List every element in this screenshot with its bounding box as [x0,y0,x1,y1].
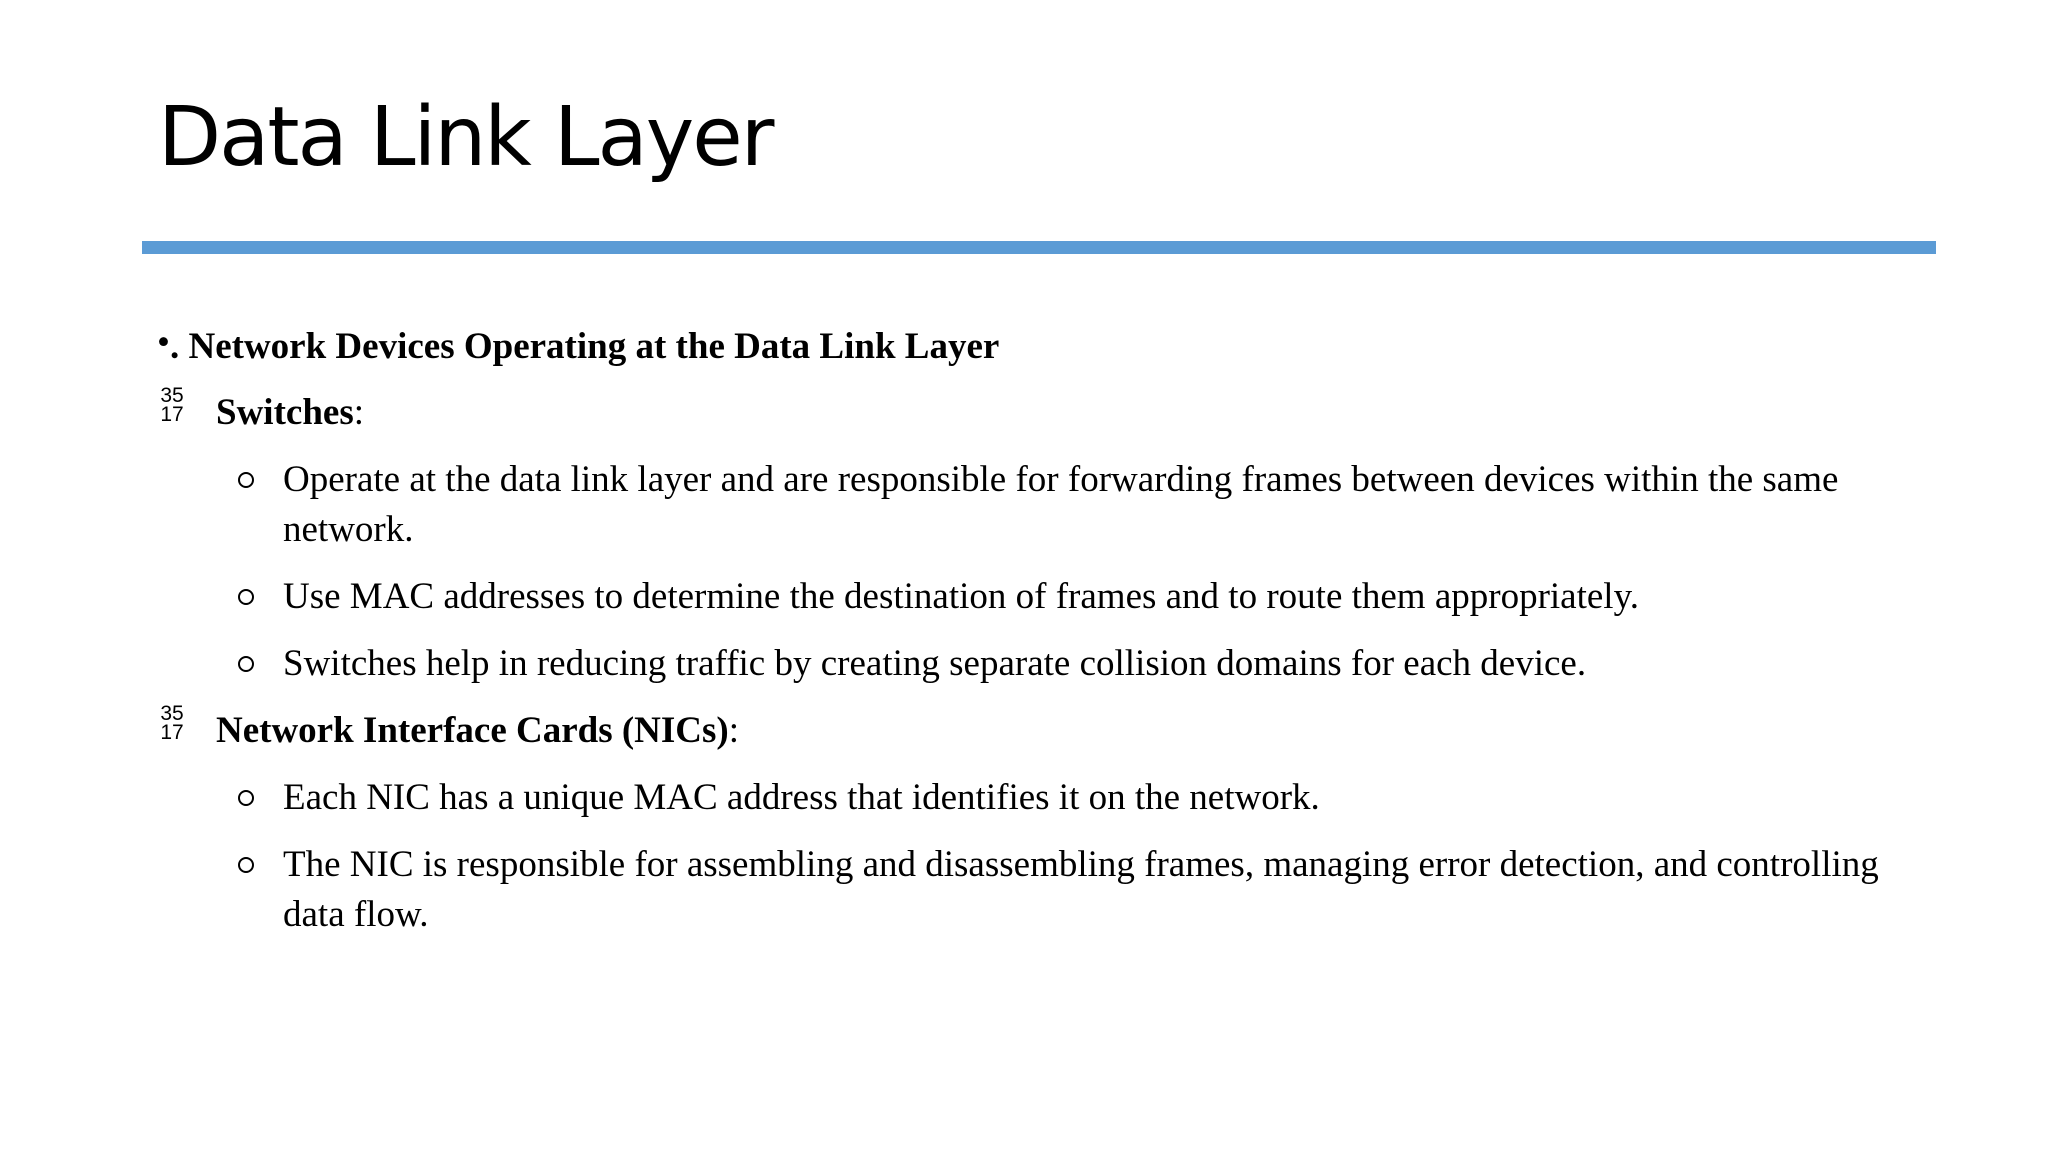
marker-top: 35 [160,384,184,407]
list-item: Switches help in reducing traffic by creating separate collision domains for each device. [283,643,1587,684]
section-marker-icon [157,386,187,424]
section-suffix: : [728,710,740,751]
section-label: Network Interface Cards (NICs) [216,710,729,751]
marker-bottom: 17 [160,403,184,426]
section-heading: . Network Devices Operating at the Data Link Layer [170,326,1000,367]
section-suffix: : [353,392,365,433]
hollow-bullet-icon [238,589,254,605]
title-underline [142,241,1936,254]
section-label: Switches [216,392,354,433]
bullet-dot-icon: • [157,322,170,363]
hollow-bullet-icon [238,857,254,873]
section-title-nics [216,706,739,756]
marker-top: 35 [160,702,184,725]
marker-bottom: 17 [160,721,184,744]
list-item: The NIC is responsible for assembling and disassembling frames, managing error detection, and controlling data flow. [283,844,1879,935]
hollow-bullet-icon [238,790,254,806]
section-title-switches [216,388,364,438]
list-item: Each NIC has a unique MAC address that identifies it on the network. [283,777,1320,818]
hollow-bullet-icon [238,656,254,672]
slide-title: Data Link Layer [158,90,773,185]
hollow-bullet-icon [238,472,254,488]
list-item: Use MAC addresses to determine the destination of frames and to route them appropriately. [283,576,1639,617]
list-item: Operate at the data link layer and are responsible for forwarding frames between devices within the same network. [283,459,1839,550]
section-marker-icon [157,704,187,742]
